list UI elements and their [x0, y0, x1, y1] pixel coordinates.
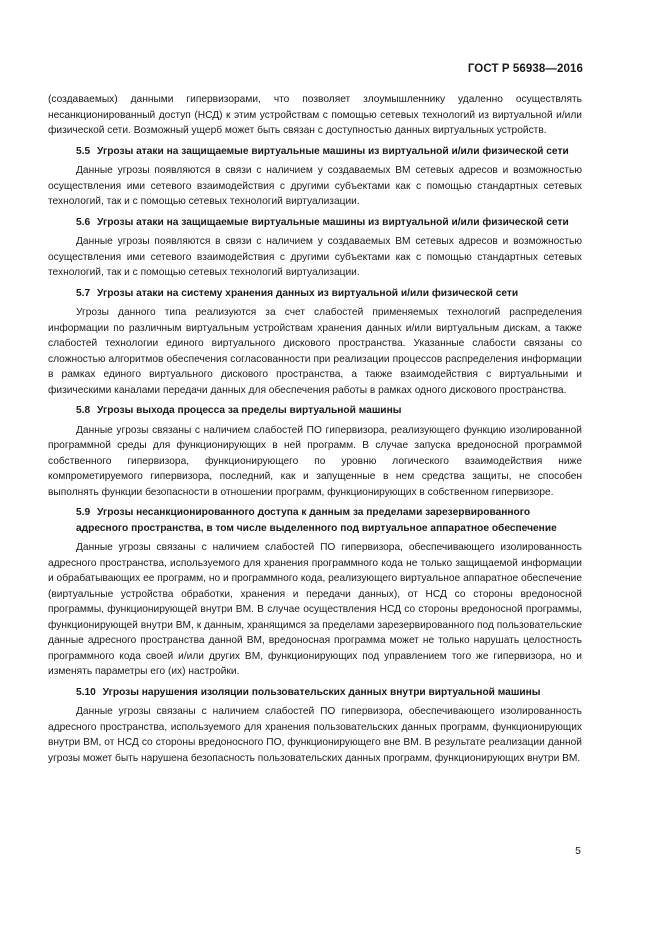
section-body: Угрозы данного типа реализуются за счет слабостей применяемых технологий распределения информации по различным виртуальным устройствам хранения данных и/или виртуальным дискам, а также слабостей технологии единого виртуального дискового пространства. Указанные слабости связаны со сложностью алгоритмов обеспечения согласованности при реализации процессов распределения информации в рамках единого виртуального дискового пространства, а также взаимодействия с виртуальными и физическими каналами передачи данных для обеспечения работы в рамках одного дискового пространства. [48, 307, 582, 396]
section-title: Угрозы выхода процесса за пределы виртуальной машины [97, 405, 402, 416]
section-5-5 [48, 144, 582, 210]
section-number: 5.9 [76, 507, 91, 518]
section-heading [48, 505, 582, 536]
section-number: 5.8 [76, 405, 91, 416]
intro-paragraph: (создаваемых) данными гипервизорами, что позволяет злоумышленнику удаленно осуществлять несанкционированный доступ (НСД) к этим устройствам с помощью сетевых технологий из виртуальной и/или физической сети. Возможный ущерб может быть связан с доступностью данных виртуальных устройств. [48, 94, 582, 136]
section-body: Данные угрозы связаны с наличием слабостей ПО гипервизора, реализующего функцию изолированной программной среды для функционирующих в ней программ. В случае запуска вредоносной программой собственного гипервизора, функционирующего по уровню логического взаимодействия ниже компрометируемого гипервизора, последний, как и запущенные в нем средства защиты, не способен выполнять функции безопасности в отношении программ, функционирующих в собственном гипервизоре. [48, 424, 582, 498]
section-body: Данные угрозы связаны с наличием слабостей ПО гипервизора, обеспечивающего изолированность адресного пространства, используемого для хранения программного кода не только защищаемой информации и обрабатывающих ее программ, но и программного кода, реализующего виртуальное аппаратное обеспечение (виртуальные устройства обработки, хранения и передачи данных), от НСД со стороны вредоносной программы, функционирующей внутри ВМ. В случае осуществления НСД со стороны вредоносной программы, функционирующей внутри ВМ, к данным, хранящимся за пределами зарезервированного под пользовательские данные адресного пространства данной ВМ, вредоносная программа может не только нарушать целостность программного кода своей и/или других ВМ, функционирующих под управлением того же гипервизора, но и изменять параметры его (их) настройки. [48, 542, 582, 677]
section-number: 5.6 [76, 216, 91, 228]
section-body: Данные угрозы связаны с наличием слабостей ПО гипервизора, обеспечивающего изолированность адресного пространства, используемого для хранения пользовательских данных программ, функционирующих внутри ВМ, от НСД со стороны вредоносного ПО, функционирующего вне ВМ. В результате реализации данной угрозы может быть нарушена безопасность пользовательских данных программ, функционирующих внутри ВМ. [48, 706, 582, 764]
section-5-9 [48, 505, 582, 680]
section-5-10 [48, 685, 582, 767]
section-heading [48, 215, 582, 231]
section-heading [48, 685, 582, 701]
section-5-8 [48, 403, 582, 500]
section-body: Данные угрозы появляются в связи с наличием у создаваемых ВМ сетевых адресов и возможностью осуществления ими сетевого взаимодействия с другими субъектами как с помощью стандартных сетевых технологий, так и с помощью сетевых технологий виртуализации. [48, 236, 582, 278]
section-heading [48, 144, 582, 160]
document-body [48, 92, 582, 766]
section-title: Угрозы несанкционированного доступа к данным за пределами зарезервированного адресного пространства, в том числе выделенного под виртуальное аппаратное обеспечение [76, 507, 557, 534]
section-5-7 [48, 286, 582, 399]
section-number: 5.10 [76, 686, 96, 698]
section-5-6 [48, 215, 582, 281]
section-body: Данные угрозы появляются в связи с наличием у создаваемых ВМ сетевых адресов и возможностью осуществления ими сетевого взаимодействия с другими субъектами как с помощью стандартных сетевых технологий, так и с помощью сетевых технологий виртуализации. [48, 165, 582, 207]
section-number: 5.7 [76, 287, 91, 299]
section-title: Угрозы атаки на систему хранения данных из виртуальной и/или физической сети [97, 287, 519, 299]
section-heading [48, 286, 582, 302]
section-title: Угрозы атаки на защищаемые виртуальные машины из виртуальной и/или физической сети [97, 216, 569, 228]
section-title: Угрозы нарушения изоляции пользовательских данных внутри виртуальной машины [102, 686, 541, 698]
section-heading [48, 403, 582, 419]
section-title: Угрозы атаки на защищаемые виртуальные машины из виртуальной и/или физической сети [97, 145, 569, 157]
page-number: 5 [575, 845, 581, 857]
section-number: 5.5 [76, 145, 91, 157]
standard-header: ГОСТ Р 56938—2016 [467, 63, 583, 75]
